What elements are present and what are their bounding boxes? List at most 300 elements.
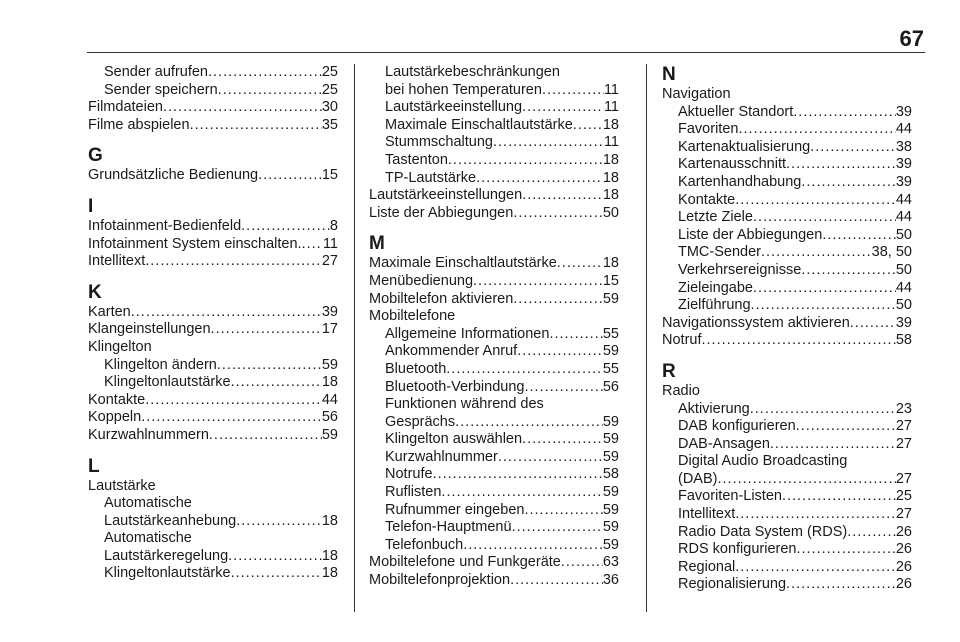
index-entry-term: Grundsätzliche Bedienung (88, 167, 259, 184)
index-entry (662, 121, 912, 139)
dot-leader (512, 519, 603, 537)
index-entry-page: 11 (603, 134, 619, 151)
index-entry-page: 59 (321, 356, 338, 373)
dot-leader (190, 117, 322, 135)
index-entry-page: 58 (602, 466, 619, 483)
column-divider (354, 64, 355, 612)
index-entry-page: 18 (321, 565, 338, 582)
index-entry-page: 39 (895, 103, 912, 120)
index-entry-term: RDS konfigurieren (678, 541, 797, 558)
index-entry-page: 58 (895, 332, 912, 349)
index-entry-page: 44 (895, 209, 912, 226)
index-column-3 (662, 64, 912, 594)
index-entry-term: Radio Data System (RDS) (678, 523, 848, 540)
index-entry (369, 572, 619, 590)
dot-leader (522, 431, 603, 449)
index-entry-term: Allgemeine Informationen (385, 325, 550, 342)
index-entry-term: Aktueller Standort (678, 103, 794, 120)
index-entry-term: Notruf (662, 332, 702, 349)
index-entry (369, 82, 619, 100)
index-entry (88, 99, 338, 117)
index-entry (88, 392, 338, 410)
index-entry (88, 339, 338, 357)
dot-leader (141, 409, 322, 427)
index-entry-term: Infotainment System einschalten. (88, 235, 302, 252)
dot-leader (557, 255, 603, 273)
index-entry-term: Stummschaltung (385, 134, 493, 151)
index-entry (369, 414, 619, 432)
index-entry-term: Klingelton auswählen (385, 431, 523, 448)
index-entry (88, 64, 338, 82)
index-entry-term: Digital Audio Broadcasting (678, 453, 848, 470)
index-entry-page: 59 (321, 426, 338, 443)
index-entry (662, 559, 912, 577)
index-entry (369, 170, 619, 188)
index-entry-page: 27 (895, 470, 912, 487)
index-entry (662, 453, 912, 471)
index-entry-term: Letzte Ziele (678, 209, 753, 226)
dot-leader (847, 524, 896, 542)
index-entry (662, 297, 912, 315)
index-entry-term: Filme abspielen (88, 116, 190, 133)
dot-leader (302, 236, 323, 254)
index-entry-term: Intellitext (678, 506, 736, 523)
index-column-2 (369, 64, 619, 590)
dot-leader (822, 227, 896, 245)
index-entry (369, 431, 619, 449)
index-entry (662, 506, 912, 524)
index-entry (369, 466, 619, 484)
dot-leader (782, 488, 896, 506)
index-entry-term: Telefonbuch (385, 536, 464, 553)
index-entry-page: 55 (602, 360, 619, 377)
index-entry (369, 187, 619, 205)
index-entry (369, 379, 619, 397)
dot-leader (211, 321, 322, 339)
index-entry-term: Navigationssystem aktivieren (662, 314, 850, 331)
index-entry-term: Kurzwahlnummern (88, 426, 209, 443)
index-entry (369, 291, 619, 309)
dot-leader (561, 554, 603, 572)
index-entry-page: 15 (321, 167, 338, 184)
dot-leader (228, 548, 322, 566)
index-letter-heading: K (88, 281, 102, 303)
index-entry-term: Mobiltelefone und Funkgeräte (369, 554, 561, 571)
index-entry (662, 244, 912, 262)
dot-leader (241, 218, 330, 236)
dot-leader (786, 576, 896, 594)
index-entry-term: Klingelton ändern (104, 356, 217, 373)
index-entry (88, 357, 338, 375)
dot-leader (524, 502, 602, 520)
page-number: 67 (899, 26, 924, 51)
dot-leader (793, 104, 896, 122)
index-entry (88, 478, 338, 496)
index-entry-page: 44 (321, 391, 338, 408)
index-entry (369, 484, 619, 502)
index-entry-page: 50 (895, 261, 912, 278)
index-entry-term: Telefon-Hauptmenü (385, 519, 512, 536)
dot-leader (231, 374, 322, 392)
dot-leader (455, 414, 603, 432)
index-entry-term: bei hohen Temperaturen (385, 81, 542, 98)
index-letter-heading: R (662, 360, 676, 382)
dot-leader (493, 134, 604, 152)
index-entry-page: 18 (602, 187, 619, 204)
index-entry-page: 18 (321, 547, 338, 564)
index-entry-page: 59 (602, 448, 619, 465)
index-entry-term: Notrufe (385, 466, 433, 483)
index-entry-term: Ankommender Anruf (385, 343, 518, 360)
index-entry-term: Tastenton (385, 151, 448, 168)
index-entry-term: DAB konfigurieren (678, 418, 796, 435)
index-entry-term: TMC-Sender (678, 244, 761, 261)
dot-leader (433, 466, 603, 484)
index-entry-page: 35 (321, 116, 338, 133)
index-entry-term: Liste der Abbiegungen (369, 204, 514, 221)
index-entry-page: 8 (329, 217, 338, 234)
index-entry (662, 156, 912, 174)
index-entry-term: (DAB) (678, 470, 718, 487)
index-entry (369, 361, 619, 379)
index-entry (662, 86, 912, 104)
index-entry-term: Sender aufrufen (104, 64, 208, 80)
index-entry-term: Lautstärke (88, 477, 156, 494)
dot-leader (208, 64, 322, 82)
dot-leader (770, 436, 896, 454)
index-entry-term: Zielführung (678, 297, 751, 314)
dot-leader (258, 167, 322, 185)
index-entry-page: 50 (602, 204, 619, 221)
index-entry (369, 134, 619, 152)
index-entry (662, 541, 912, 559)
index-entry-page: 44 (895, 191, 912, 208)
index-letter-heading: I (88, 195, 94, 217)
index-entry-page: 18 (602, 255, 619, 272)
index-entry (369, 554, 619, 572)
index-entry (88, 236, 338, 254)
dot-leader (522, 187, 603, 205)
index-entry-page: 56 (321, 409, 338, 426)
index-entry-term: TP-Lautstärke (385, 169, 477, 186)
index-entry-page: 39 (895, 173, 912, 190)
dot-leader (473, 273, 603, 291)
index-entry-page: 63 (602, 554, 619, 571)
index-entry-term: Regional (678, 558, 736, 575)
dot-leader (549, 326, 602, 344)
dot-leader (761, 244, 872, 262)
index-entry-term: Lautstärkeeinstellungen (369, 187, 523, 204)
index-entry-term: Klangeinstellungen (88, 321, 211, 338)
index-entry-page: 25 (321, 64, 338, 80)
dot-leader (735, 506, 896, 524)
dot-leader (441, 484, 602, 502)
index-entry (662, 332, 912, 350)
dot-leader (145, 253, 322, 271)
dot-leader (145, 392, 322, 410)
index-entry (662, 576, 912, 594)
index-entry-page: 59 (602, 536, 619, 553)
dot-leader (717, 471, 895, 489)
index-entry (88, 253, 338, 271)
index-entry-page: 18 (321, 512, 338, 529)
index-entry-page: 59 (602, 413, 619, 430)
dot-leader (702, 332, 896, 350)
dot-leader (476, 170, 603, 188)
index-entry-term: Menübedienung (369, 272, 474, 289)
index-entry (88, 548, 338, 566)
dot-leader (524, 379, 602, 397)
index-entry (662, 524, 912, 542)
dot-leader (753, 209, 896, 227)
index-entry-term: Regionalisierung (678, 576, 787, 593)
index-letter-heading: G (88, 145, 103, 167)
index-entry (662, 280, 912, 298)
dot-leader (209, 427, 322, 445)
index-entry-page: 44 (895, 121, 912, 138)
dot-leader (217, 357, 322, 375)
index-entry-page: 26 (895, 541, 912, 558)
index-entry-page: 27 (895, 506, 912, 523)
index-entry-term: Filmdateien (88, 99, 163, 116)
index-entry (662, 418, 912, 436)
index-entry (88, 117, 338, 135)
index-entry (88, 374, 338, 392)
dot-leader (231, 565, 322, 583)
index-entry-term: Karten (88, 303, 131, 320)
index-entry (662, 471, 912, 489)
dot-leader (738, 121, 895, 139)
index-entry (662, 262, 912, 280)
index-entry (369, 449, 619, 467)
index-entry (369, 326, 619, 344)
dot-leader (463, 537, 603, 555)
dot-leader (750, 401, 896, 419)
index-entry-page: 18 (602, 169, 619, 186)
index-entry-page: 11 (603, 81, 619, 98)
index-entry-term: Intellitext (88, 253, 146, 270)
dot-leader (446, 361, 603, 379)
index-entry (369, 537, 619, 555)
index-entry-page: 59 (602, 519, 619, 536)
index-entry-page: 17 (321, 321, 338, 338)
index-entry (662, 139, 912, 157)
index-entry-term: Radio (662, 382, 700, 399)
index-entry-term: Navigation (662, 86, 731, 102)
column-divider (646, 64, 647, 612)
index-entry (662, 209, 912, 227)
index-entry (369, 396, 619, 414)
index-entry-term: Sender speichern (104, 81, 218, 98)
index-entry (88, 530, 338, 548)
index-entry (369, 519, 619, 537)
dot-leader (810, 139, 896, 157)
index-entry-page: 50 (895, 297, 912, 314)
index-entry-term: Klingelton (88, 338, 152, 355)
dot-leader (513, 291, 603, 309)
index-entry-page: 11 (603, 99, 619, 116)
index-entry (88, 409, 338, 427)
dot-leader (163, 99, 322, 117)
index-entry-page: 11 (322, 235, 338, 252)
index-entry-term: Kurzwahlnummer (385, 448, 498, 465)
index-entry-page: 44 (895, 279, 912, 296)
index-letter-heading: M (369, 233, 385, 255)
index-entry-term: Kontakte (678, 191, 736, 208)
index-entry-term: Infotainment-Bedienfeld (88, 217, 242, 234)
index-entry-page: 26 (895, 523, 912, 540)
index-entry-page: 55 (602, 325, 619, 342)
index-entry-page: 18 (321, 374, 338, 391)
index-entry-page: 18 (602, 151, 619, 168)
index-entry (369, 99, 619, 117)
index-letter-heading: N (662, 64, 676, 85)
index-entry (369, 343, 619, 361)
index-entry (369, 255, 619, 273)
index-entry-page: 23 (895, 400, 912, 417)
dot-leader (796, 418, 896, 436)
index-entry-term: Gesprächs (385, 413, 456, 430)
dot-leader (573, 117, 603, 135)
index-entry-term: Rufnummer eingeben (385, 501, 525, 518)
dot-leader (735, 192, 896, 210)
index-entry-term: Mobiltelefon aktivieren (369, 290, 514, 307)
index-entry-page: 59 (602, 290, 619, 307)
index-entry-term: Lautstärkeeinstellung (385, 99, 523, 116)
index-entry-page: 59 (602, 484, 619, 501)
index-entry-page: 26 (895, 576, 912, 593)
index-entry (662, 174, 912, 192)
index-entry-page: 39 (895, 156, 912, 173)
index-entry-term: Favoriten (678, 121, 739, 138)
index-entry-page: 27 (895, 418, 912, 435)
index-entry-term: Bluetooth (385, 360, 447, 377)
dot-leader (517, 343, 603, 361)
index-entry-term: Zieleingabe (678, 279, 753, 296)
index-entry-page: 59 (602, 431, 619, 448)
dot-leader (513, 205, 603, 223)
index-entry-page: 39 (895, 314, 912, 331)
index-entry-term: Mobiltelefone (369, 308, 456, 325)
index-entry (369, 273, 619, 291)
dot-leader (796, 541, 895, 559)
index-entry (88, 304, 338, 322)
index-entry-page: 30 (321, 99, 338, 116)
index-entry-term: Kartenaktualisierung (678, 138, 811, 155)
index-entry (88, 427, 338, 445)
dot-leader (850, 315, 896, 333)
dot-leader (801, 262, 896, 280)
index-entry (662, 436, 912, 454)
index-entry (88, 218, 338, 236)
index-entry (662, 227, 912, 245)
index-entry (662, 401, 912, 419)
dot-leader (448, 152, 603, 170)
index-entry (88, 513, 338, 531)
index-entry-term: Lautstärkeregelung (104, 547, 229, 564)
index-entry (369, 502, 619, 520)
index-entry-term: Koppeln (88, 409, 142, 426)
index-entry-term: Kartenhandhabung (678, 173, 802, 190)
index-entry-term: Lautstärkeanhebung (104, 512, 237, 529)
index-entry (662, 192, 912, 210)
index-entry (369, 64, 619, 82)
index-entry-term: Ruflisten (385, 484, 442, 501)
index-entry-page: 50 (895, 226, 912, 243)
index-entry-term: Automatische (104, 530, 192, 547)
header-rule (87, 52, 925, 53)
index-entry-term: Maximale Einschaltlautstärke (385, 116, 573, 133)
index-entry-page: 15 (602, 272, 619, 289)
index-entry-term: Kontakte (88, 391, 146, 408)
index-entry-term: Bluetooth-Verbindung (385, 378, 525, 395)
index-entry (88, 565, 338, 583)
index-entry (88, 495, 338, 513)
index-entry-term: Klingeltonlautstärke (104, 374, 231, 391)
index-entry (662, 104, 912, 122)
index-entry-term: Automatische (104, 495, 192, 512)
index-entry (88, 321, 338, 339)
index-entry-term: Lautstärkebeschränkungen (385, 64, 560, 80)
index-entry-term: Kartenausschnitt (678, 156, 787, 173)
index-entry-term: Maximale Einschaltlautstärke (369, 255, 557, 272)
dot-leader (801, 174, 895, 192)
index-entry-term: Liste der Abbiegungen (678, 226, 823, 243)
dot-leader (751, 297, 896, 315)
index-entry (662, 488, 912, 506)
index-letter-heading: L (88, 455, 100, 477)
dot-leader (522, 99, 604, 117)
index-entry-page: 36 (602, 572, 619, 589)
index-entry-page: 27 (321, 253, 338, 270)
index-entry-page: 38 (895, 138, 912, 155)
index-entry-term: Mobiltelefonprojektion (369, 572, 511, 589)
index-entry (88, 167, 338, 185)
index-entry-page: 56 (602, 378, 619, 395)
dot-leader (131, 304, 322, 322)
dot-leader (510, 572, 603, 590)
dot-leader (236, 513, 322, 531)
dot-leader (218, 82, 322, 100)
index-entry-page: 26 (895, 558, 912, 575)
index-entry (88, 82, 338, 100)
dot-leader (753, 280, 896, 298)
index-entry-page: 59 (602, 343, 619, 360)
dot-leader (542, 82, 604, 100)
index-entry-term: Aktivierung (678, 400, 750, 417)
index-entry-term: DAB-Ansagen (678, 435, 770, 452)
index-entry-page: 18 (602, 116, 619, 133)
index-entry-page: 38, 50 (871, 244, 912, 261)
index-entry (369, 308, 619, 326)
dot-leader (498, 449, 603, 467)
index-entry (369, 205, 619, 223)
index-entry-term: Funktionen während des (385, 396, 544, 413)
index-entry (369, 117, 619, 135)
index-entry-page: 59 (602, 501, 619, 518)
dot-leader (786, 156, 896, 174)
index-entry (369, 152, 619, 170)
index-column-1 (88, 64, 338, 583)
dot-leader (735, 559, 896, 577)
index-entry-page: 25 (321, 81, 338, 98)
index-entry-page: 25 (895, 488, 912, 505)
index-entry (662, 383, 912, 401)
index-entry-term: Klingeltonlautstärke (104, 565, 231, 582)
index-entry-term: Favoriten-Listen (678, 488, 782, 505)
index-entry-term: Verkehrsereignisse (678, 261, 802, 278)
index-entry (662, 315, 912, 333)
